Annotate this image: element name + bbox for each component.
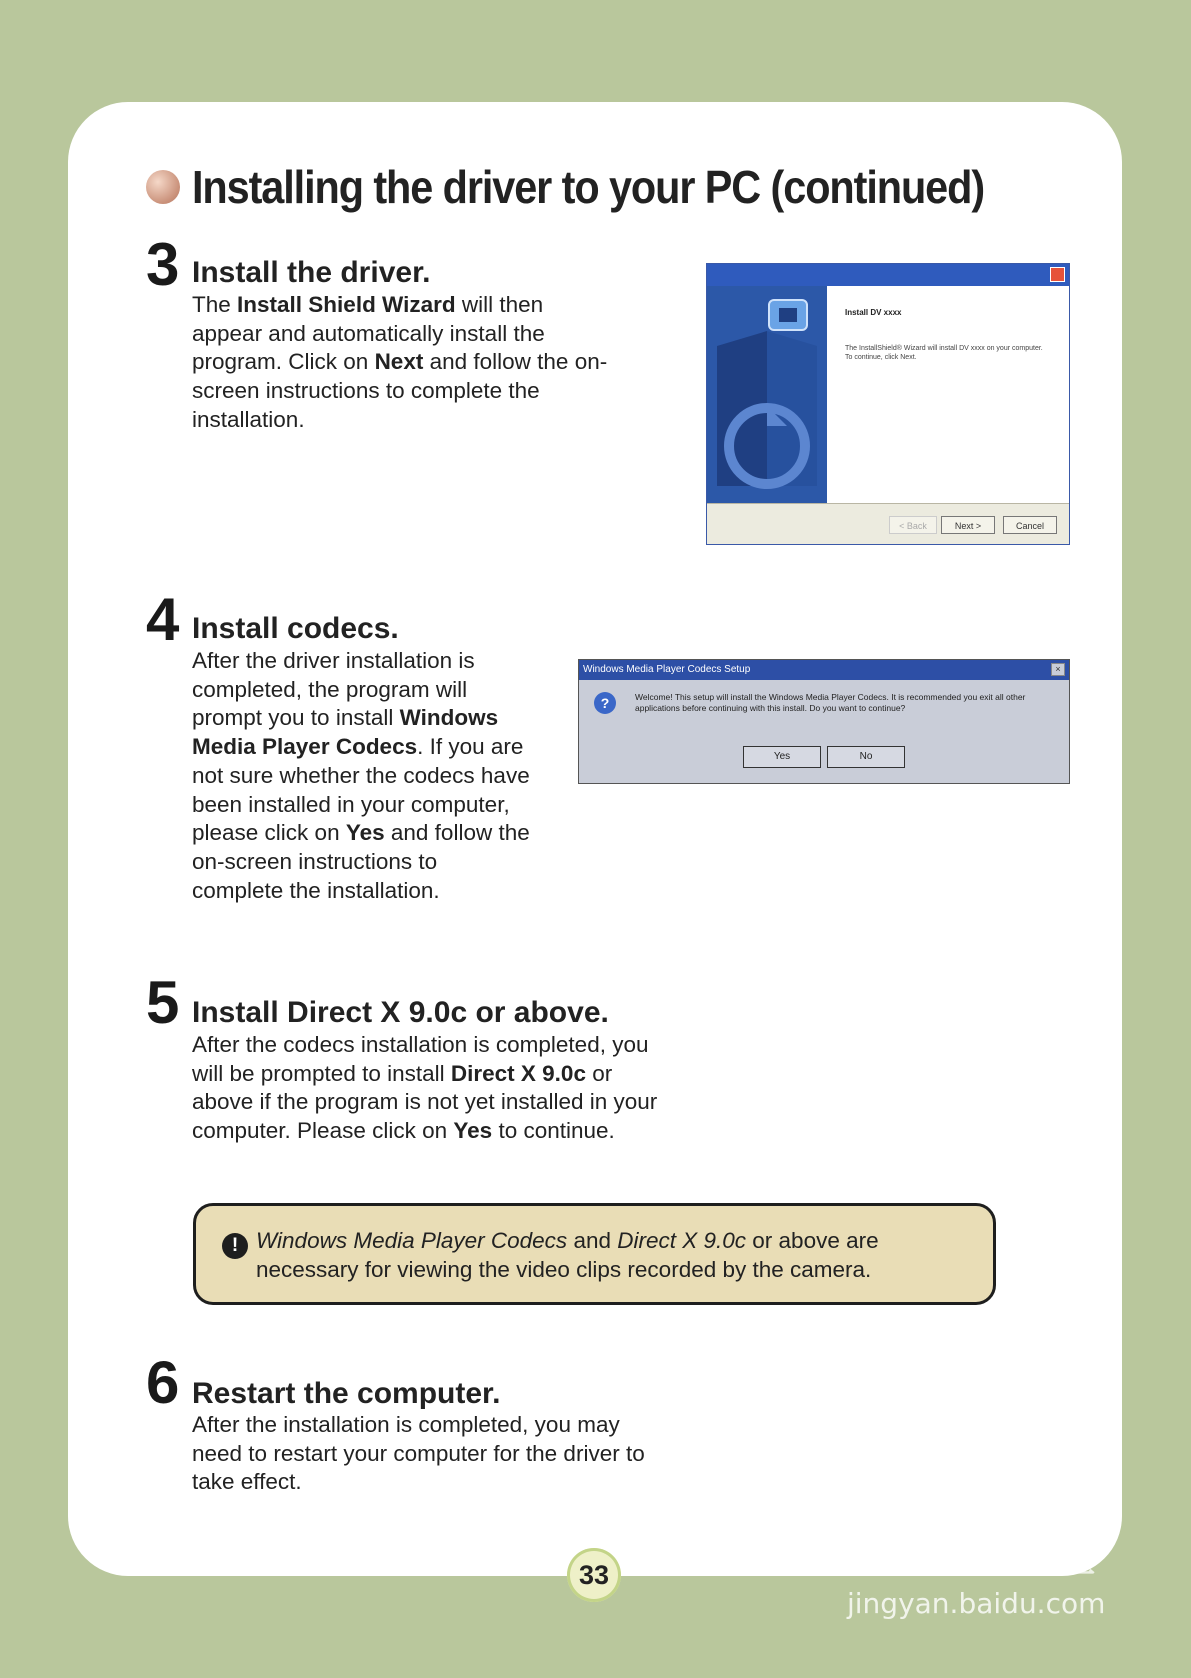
cancel-button[interactable]: Cancel xyxy=(1003,516,1057,534)
page-number: 33 xyxy=(567,1548,621,1602)
computer-graphic-icon xyxy=(707,286,827,504)
note-plain: or above are necessary for viewing the video clips recorded by the camera. xyxy=(256,1228,879,1282)
step-4-text: After the driver installation is completed, the program will prompt you to install xyxy=(192,648,475,731)
install-titlebar xyxy=(707,264,1069,286)
step-3-bold: Install Shield Wizard xyxy=(237,292,456,317)
install-close-icon xyxy=(1050,267,1065,282)
step-4-number: 4 xyxy=(146,586,178,653)
step-3-text: and follow the on-screen instructions to complete the installation. xyxy=(192,349,608,432)
next-button[interactable]: Next > xyxy=(941,516,995,534)
install-heading: Install DV xxxx xyxy=(845,308,902,317)
no-button[interactable]: No xyxy=(827,746,905,768)
install-text: The InstallShield® Wizard will install DV xxxx on your computer. To continue, click Next. xyxy=(845,345,1043,361)
step-4-bold: Yes xyxy=(345,820,385,846)
page-title: Installing the driver to your PC (continued) xyxy=(192,161,985,213)
codecs-setup-screenshot xyxy=(578,659,1070,784)
note-italic: Direct X 9.0c xyxy=(617,1228,747,1253)
install-shield-screenshot xyxy=(706,263,1070,545)
step-5-text: to continue. xyxy=(492,1118,615,1144)
step-3-body xyxy=(192,291,612,435)
step-6-body xyxy=(192,1411,662,1497)
title-bullet-icon xyxy=(146,170,180,204)
note-box xyxy=(193,1203,996,1305)
step-3-number: 3 xyxy=(146,231,178,298)
note-plain: and xyxy=(567,1228,618,1253)
step-6-heading: Restart the computer. xyxy=(192,1377,501,1410)
step-5-bold: Yes xyxy=(453,1118,493,1144)
step-5-bold: Direct X 9.0c xyxy=(450,1060,586,1086)
step-4-body xyxy=(192,647,532,905)
step-3-bold: Next xyxy=(374,349,424,375)
codecs-titlebar: Windows Media Player Codecs Setup xyxy=(579,660,1069,680)
codecs-message: Welcome! This setup will install the Windows Media Player Codecs. It is recommended you exit all other applications before continuing with this install. Do you want to continue? xyxy=(635,692,1026,713)
step-3-text: The xyxy=(192,292,238,317)
step-4-text: and follow the on-screen instructions to complete the installation. xyxy=(192,820,530,903)
baidu-logo xyxy=(845,1525,1096,1583)
step-4-text: . If you are not sure whether the codecs have been installed in your computer, please click on xyxy=(192,734,530,846)
install-footer xyxy=(707,503,1069,544)
logo-cn: 经验 xyxy=(1014,1535,1097,1581)
step-5-text: or above if the program is not yet installed in your computer. Please click on xyxy=(192,1060,658,1144)
step-3-text: will then appear and automatically install the program. Click on xyxy=(192,292,545,375)
install-side-graphic xyxy=(707,286,827,504)
step-6-text: After the installation is completed, you may need to restart your computer for the driver to take effect. xyxy=(192,1412,645,1495)
note-italic: Windows Media Player Codecs xyxy=(256,1228,568,1253)
step-5-number: 5 xyxy=(146,969,178,1036)
step-4-heading: Install codecs. xyxy=(192,612,399,645)
yes-button[interactable]: Yes xyxy=(743,746,821,768)
logo-du: du xyxy=(937,1525,1011,1583)
baidu-watermark xyxy=(845,1505,1135,1625)
watermark-url: jingyan.baidu.com xyxy=(847,1587,1106,1620)
codecs-close-icon[interactable]: × xyxy=(1051,663,1065,676)
step-5-body xyxy=(192,1031,672,1146)
question-icon: ? xyxy=(594,692,616,714)
step-4-bold: Windows Media Player Codecs xyxy=(192,705,499,760)
back-button[interactable]: < Back xyxy=(889,516,937,534)
logo-bai: Bai xyxy=(845,1525,937,1583)
step-3-heading: Install the driver. xyxy=(192,256,431,289)
step-5-text: After the codecs installation is completed, you will be prompted to install xyxy=(192,1032,649,1086)
note-text xyxy=(256,1226,976,1284)
step-6-number: 6 xyxy=(146,1349,178,1416)
step-5-heading: Install Direct X 9.0c or above. xyxy=(192,996,609,1029)
exclamation-icon: ! xyxy=(222,1233,248,1259)
